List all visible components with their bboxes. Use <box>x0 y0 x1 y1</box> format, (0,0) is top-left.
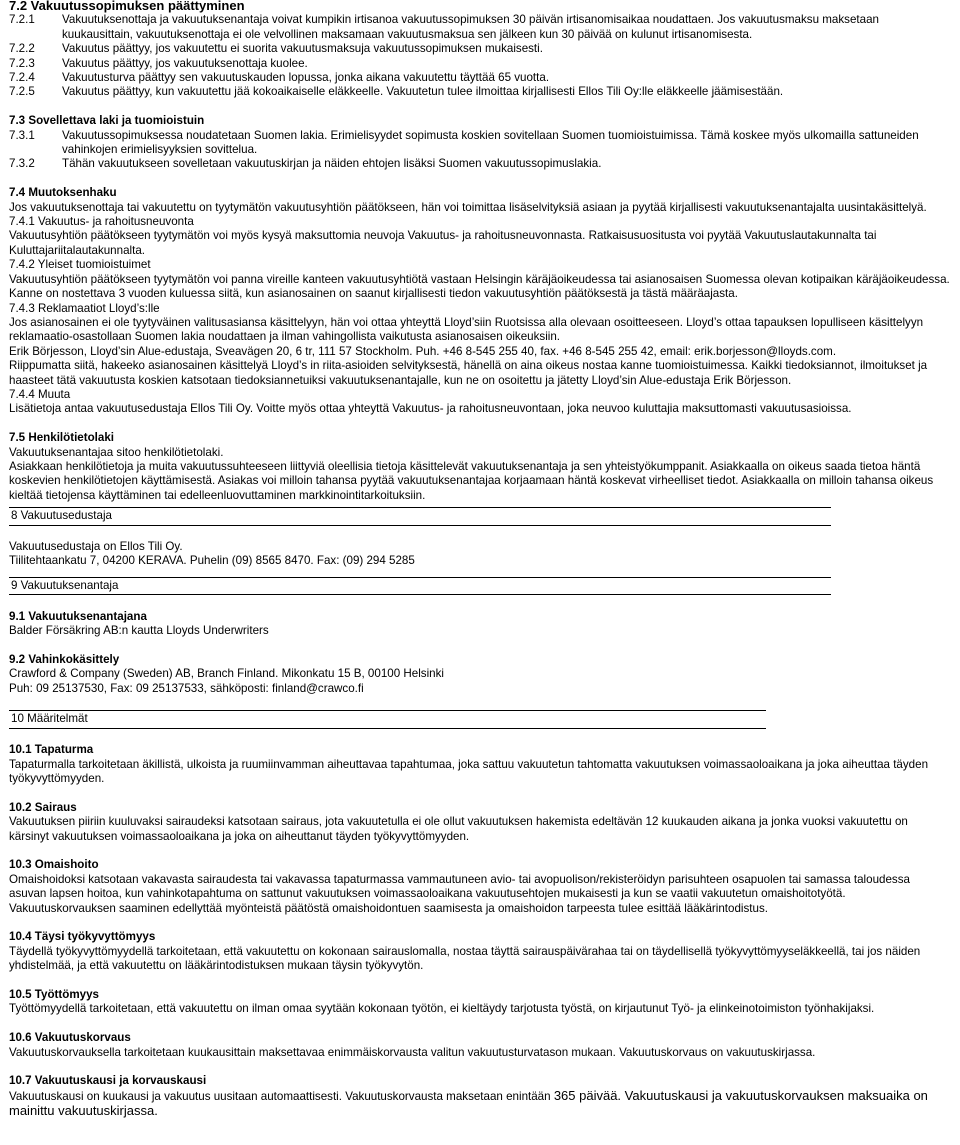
definition-title: 10.4 Täysi työkyvyttömyys <box>9 930 156 944</box>
subsection-title: 7.4.4 Muuta <box>9 387 71 401</box>
definition-title: 10.3 Omaishoito <box>9 858 99 872</box>
section-heading-7-2: 7.2 Vakuutussopimuksen päättyminen <box>9 0 245 13</box>
clause-number: 7.3.2 <box>9 157 35 171</box>
clause-number: 7.2.1 <box>9 13 35 27</box>
clause-7-2-4 <box>9 71 950 85</box>
definition-title: 10.5 Työttömyys <box>9 988 99 1002</box>
clause-text: Vakuutus päättyy, jos vakuutuksenottaja kuolee. <box>62 56 308 70</box>
clause-text: Vakuutuksenottaja ja vakuutuksenantaja voivat kumpikin irtisanoa vakuutussopimuksen 30 päivän irtisanomisaikaa noudattaen. Jos vakuutusmaksu maksetaan kuukausittain, vakuutuksenottaja ei ole velvollinen maksamaan vakuutusmaksua sen jälkeen kun 30 päivää on kulunut irtisanomisesta. <box>62 13 879 41</box>
paragraph: Jos vakuutuksenottaja tai vakuutettu on tyytymätön vakuutusyhtiön päätökseen, hän voi toimittaa lisäselvityksiä asiaan ja pyytää kirjallisesti vakuutuksenantajalta uusintakäsittelyä. <box>9 200 927 214</box>
clause-number: 7.2.4 <box>9 71 35 85</box>
subsection-title: 7.4.2 Yleiset tuomioistuimet <box>9 258 151 272</box>
clause-number: 7.2.2 <box>9 42 35 56</box>
subsection-title: 7.4.3 Reklamaatiot Lloyd’s:lle <box>9 301 160 315</box>
clause-7-2-2 <box>9 42 950 56</box>
section-heading-9 <box>9 577 831 595</box>
clause-7-2-5 <box>9 85 950 99</box>
address-line: Crawford & Company (Sweden) AB, Branch Finland. Mikonkatu 15 B, 00100 Helsinki <box>9 667 444 681</box>
clause-text: Vakuutus päättyy, jos vakuutettu ei suorita vakuutusmaksuja vakuutussopimuksen mukaisesti. <box>62 42 543 56</box>
paragraph: Jos asianosainen ei ole tyytyväinen valitusasiansa käsittelyyn, hän voi ottaa yhteyttä Lloyd’siin Ruotsissa alla olevaan osoitteeseen. Lloyd’s ottaa tapauksen lopulliseen käsittelyyn reklamaatio-osastollaan Suomen lakia noudattaen ja ilman vahingollista vaikutusta asianosaisen oikeuksiin. <box>9 315 924 344</box>
spacer <box>9 526 950 540</box>
spacer <box>9 844 950 858</box>
section-heading-7-5: 7.5 Henkilötietolaki <box>9 431 115 445</box>
definition-title: 10.2 Sairaus <box>9 800 77 814</box>
definition-title: 10.6 Vakuutuskorvaus <box>9 1031 131 1045</box>
definition-text: Omaishoidoksi katsotaan vakavasta sairaudesta tai vakavassa tapaturmassa vammautuneen avio- tai avopuolison/rekisteröidyn parisuhteen osapuolen tai samassa taloudessa asuvan lapsen hoitoa, kun vahinkotapahtuma on sattunut vakuutuksen voimassaoloaikana vakuutusehtojen mukaisesti ja kun se vaatii vakuutetun omaishoitotyötä. Vakuutuskorvauksen saaminen edellyttää myönteistä päätöstä omaishoidontuen saamisesta ja omaishoidon tarpeesta tulee esittää lääkärintodistus. <box>9 872 910 915</box>
subsection-heading-9-2: 9.2 Vahinkokäsittely <box>9 652 120 666</box>
clause-7-2-1 <box>9 13 950 42</box>
spacer <box>9 974 950 988</box>
clause-7-3-1 <box>9 129 950 158</box>
paragraph: Vakuutuksenantajaa sitoo henkilötietolaki. <box>9 445 224 459</box>
paragraph: Vakuutusyhtiön päätökseen tyytymätön voi myös kysyä maksuttomia neuvoja Vakuutus- ja rahoitusneuvonnasta. Ratkaisusuositusta voi pyytää Vakuutuslautakunnalta tai Kuluttajariitalautakunnalta. <box>9 229 877 257</box>
definition-text: Vakuutuksen piiriin kuuluvaksi sairaudeksi katsotaan sairaus, jota vakuutetulla ei ole ollut vakuutuksen hakemista edeltävän 12 kuukauden aikana ja jonka vuoksi vakuutettu on kärsinyt vakuutuksen voimassaoloaikana ja joka on aiheuttanut täyden työkyvyttömyyden. <box>9 815 908 843</box>
definition-text: Täydellä työkyvyttömyydellä tarkoitetaan, että vakuutettu on kokonaan sairauslomalla, nostaa täyttä sairauspäivärahaa tai on täydellisellä työkyvyttömyyseläkkeellä, tai jos näiden yhdistelmää, ja että vakuutettu on lääkärintodistuksen mukaan täysin työkyvytön. <box>9 944 921 973</box>
definition-text: Vakuutuskorvauksella tarkoitetaan kuukausittain maksettavaa enimmäiskorvausta valitun vakuutusturvatason mukaan. Vakuutuskorvaus on vakuutuskirjassa. <box>9 1045 816 1059</box>
contact-line: Erik Börjesson, Lloyd’sin Alue-edustaja, Sveavägen 20, 6 tr, 111 57 Stockholm. Puh. +46 8-545 255 40, fax. +46 8-545 255 42, email: erik.borjesson@lloyds.com. <box>9 344 837 358</box>
spacer <box>9 638 950 652</box>
paragraph: Asiakkaan henkilötietoja ja muita vakuutussuhteeseen liittyviä oleellisia tietoja käsittelevät vakuutuksenantaja ja sen yhteistyökumppanit. Asiakkaalla on oikeus saada tietoa häntä koskevien henkilötietojen käyttämisestä. Asiakas voi milloin tahansa pyytää vakuutuksenantajaa korjaamaan häntä koskevat virheelliset tiedot. Asiakkaalla on milloin tahansa oikeus kieltää tietojensa käyttäminen tai edelleenluovuttaminen markkinointitarkoituksiin. <box>9 459 934 502</box>
paragraph: Vakuutusedustaja on Ellos Tili Oy. <box>9 539 183 553</box>
definition-text <box>9 1089 950 1120</box>
section-heading-8 <box>9 507 831 525</box>
clause-number: 7.2.5 <box>9 85 35 99</box>
spacer <box>9 696 950 710</box>
spacer <box>9 729 950 743</box>
spacer <box>9 100 950 114</box>
paragraph: Riippumatta siitä, hakeeko asianosainen käsittelyä Lloyd’s in riita-asioiden selvityksestä, hänellä on aina oikeus nostaa kanne tuomioistuimessa. Kaikki tiedoksiannot, ilmoitukset ja haasteet tätä vakuutusta koskien katsotaan tiedoksiannetuiksi vakuutuksenantajalle, kun ne on osoitettu ja jätetty Lloyd’sin Alue-edustaja Erik Börjesson. <box>9 359 928 387</box>
section-heading-7-4: 7.4 Muutoksenhaku <box>9 186 117 200</box>
clause-text: Vakuutussopimuksessa noudatetaan Suomen lakia. Erimielisyydet sopimusta koskien sovitellaan Suomen tuomioistuimissa. Tämä koskee myös ulkomailla sattuneiden vahinkojen erimielisyyksien sovittelua. <box>62 128 919 157</box>
definition-text: Työttömyydellä tarkoitetaan, että vakuutettu on ilman omaa syytään kokonaan työtön, ei kieltäydy tarjotusta työstä, on kirjautunut Työ- ja elinkeinotoimiston työnhakijaksi. <box>9 1002 875 1016</box>
clause-text: Tähän vakuutukseen sovelletaan vakuutuskirjan ja näiden ehtojen lisäksi Suomen vakuutussopimuslakia. <box>62 157 602 171</box>
address-line: Tiilitehtaankatu 7, 04200 KERAVA. Puhelin (09) 8565 8470. Fax: (09) 294 5285 <box>9 554 415 568</box>
paragraph: Balder Försäkring AB:n kautta Lloyds Underwriters <box>9 623 269 637</box>
spacer <box>9 595 950 609</box>
clause-number: 7.2.3 <box>9 56 35 70</box>
contact-line: Puh: 09 25137530, Fax: 09 25137533, sähköposti: finland@crawco.fi <box>9 681 364 695</box>
section-heading-7-3: 7.3 Sovellettava laki ja tuomioistuin <box>9 114 205 128</box>
spacer <box>9 172 950 186</box>
spacer <box>9 916 950 930</box>
subsection-heading-9-1: 9.1 Vakuutuksenantajana <box>9 609 147 623</box>
spacer <box>9 417 950 431</box>
clause-number: 7.3.1 <box>9 128 35 142</box>
clause-text: Vakuutusturva päättyy sen vakuutuskauden lopussa, jonka aikana vakuutettu täyttää 65 vuotta. <box>62 71 550 85</box>
definition-text-part-large: 365 päivää. Vakuutuskausi ja vakuutuskorvauksen maksuaika on mainittu vakuutuskirjassa. <box>9 1087 928 1119</box>
section-heading-text: 9 Vakuutuksenantaja <box>11 578 119 592</box>
paragraph: Lisätietoja antaa vakuutusedustaja Ellos Tili Oy. Voitte myös ottaa yhteyttä Vakuutus- ja rahoitusneuvontaan, joka neuvoo kuluttajia maksuttomasti vakuutusasioissa. <box>9 402 852 416</box>
section-heading-text: 10 Määritelmät <box>11 712 88 726</box>
clause-7-3-2 <box>9 157 950 171</box>
section-heading-text: 8 Vakuutusedustaja <box>11 509 112 523</box>
definition-title: 10.1 Tapaturma <box>9 743 94 757</box>
clause-7-2-3 <box>9 57 950 71</box>
subsection-title: 7.4.1 Vakuutus- ja rahoitusneuvonta <box>9 215 194 229</box>
spacer <box>9 1017 950 1031</box>
section-heading-10 <box>9 710 766 728</box>
paragraph: Vakuutusyhtiön päätökseen tyytymätön voi panna vireille kanteen vakuutusyhtiötä vastaan Helsingin käräjäoikeudessa tai asianosaisen Suomessa olevan kotipaikan käräjäoikeudessa. Kanne on nostettava 3 vuoden kuluessa siitä, kun asianosainen on saanut kirjallisesti tiedon vakuutusyhtiön päätöksestä ja tästä määräajasta. <box>9 272 950 301</box>
definition-title: 10.7 Vakuutuskausi ja korvauskausi <box>9 1074 207 1088</box>
definition-text: Tapaturmalla tarkoitetaan äkillistä, ulkoista ja ruumiinvamman aiheuttavaa tapahtumaa, joka sattuu vakuutetun tahtomatta vakuutuksen voimassaoloaikana ja joka aiheuttaa täyden työkyvyttömyyden. <box>9 757 929 785</box>
definition-text-part: Vakuutuskausi on kuukausi ja vakuutus uusitaan automaattisesti. Vakuutuskorvausta maksetaan enintään <box>9 1089 554 1103</box>
spacer <box>9 786 950 800</box>
spacer <box>9 1060 950 1074</box>
clause-text: Vakuutus päättyy, kun vakuutettu jää kokoaikaiselle eläkkeelle. Vakuutetun tulee ilmoittaa kirjallisesti Ellos Tili Oy:lle eläkkeelle jäämisestään. <box>62 85 784 99</box>
